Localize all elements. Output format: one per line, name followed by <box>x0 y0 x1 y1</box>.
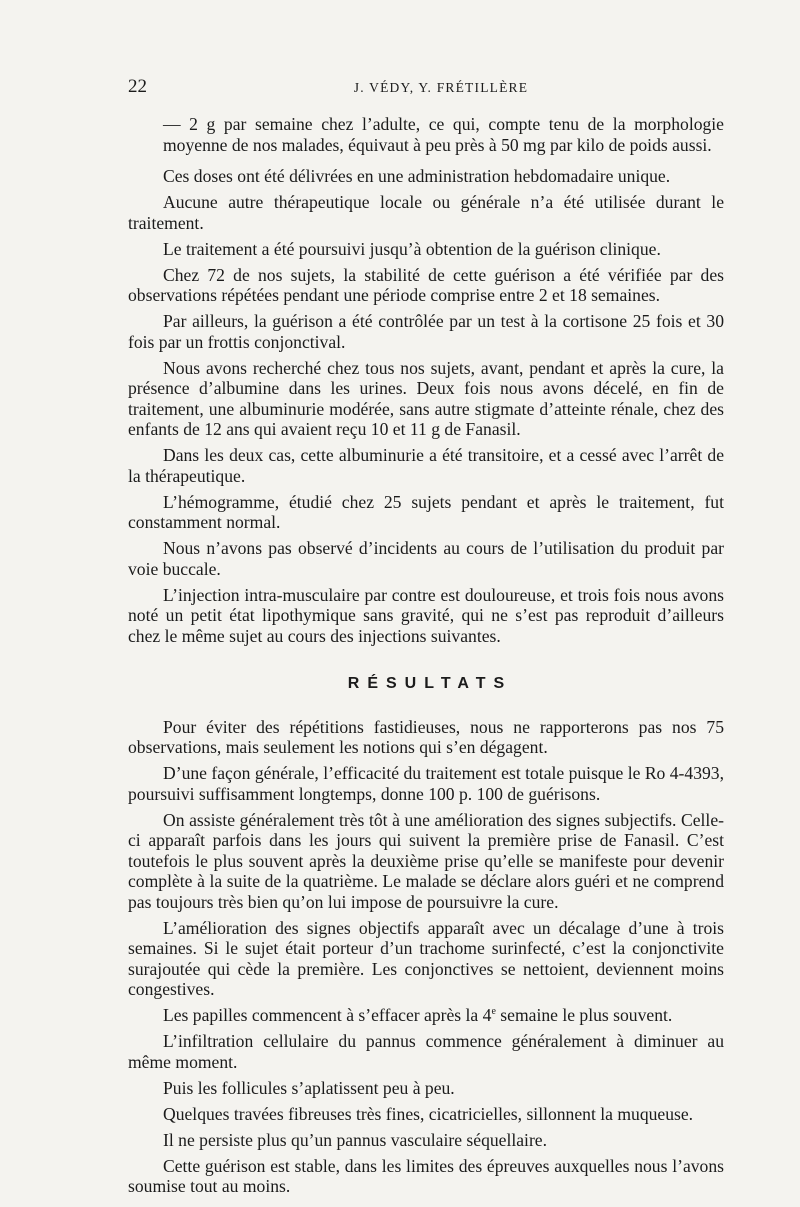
ordinal-superscript: e <box>491 1006 496 1018</box>
papilles-text: Les papilles commencent à s’effacer après la 4 <box>163 1005 492 1025</box>
paragraph: Le traitement a été poursuivi jusqu’à obtention de la guérison clinique. <box>163 238 661 259</box>
paragraph: Cette guérison est stable, dans les limites des épreuves auxquelles nous l’avons soumise tout au moins. <box>128 1155 724 1196</box>
paragraph: L’infiltration cellulaire du pannus commence généralement à diminuer au même moment. <box>128 1031 724 1072</box>
paragraph: Par ailleurs, la guérison a été contrôlée par un test à la cortisone 25 fois et 30 fois par un frottis conjonctival. <box>128 311 724 352</box>
paragraph: On assiste généralement très tôt à une amélioration des signes subjectifs. Celle-ci apparaît parfois dans les jours qui suivent la première prise de Fanasil. C’est toutefois le plus souvent après la deuxième prise qu’elle se manifeste pour devenir complète à la suite de la quatrième. Le malade se déclare alors guéri et ne comprend pas toujours très bien qu’on lui impose de poursuivre la cure. <box>128 809 724 912</box>
paragraph: L’amélioration des signes objectifs apparaît avec un décalage d’une à trois semaines. Si le sujet était porteur d’un trachome surinfecté, c’est la conjonctivite surajoutée qui cède la première. Les conjonctives se nettoient, deviennent moins congestives. <box>128 917 724 999</box>
paragraph: Nous avons recherché chez tous nos sujets, avant, pendant et après la cure, la présence d’albumine dans les urines. Deux fois nous avons décelé, en fin de traitement, une albuminurie modérée, sans autre stigmate d’atteinte rénale, chez des enfants de 12 ans qui avaient reçu 10 et 11 g de Fanasil. <box>128 357 724 439</box>
paragraph: Aucune autre thérapeutique locale ou générale n’a été utilisée durant le traitement. <box>128 192 724 233</box>
paragraph-dose: — 2 g par semaine chez l’adulte, ce qui, compte tenu de la morphologie moyenne de nos malades, équivaut à peu près à 50 mg par kilo de poids aussi. <box>163 114 724 155</box>
paragraph: Dans les deux cas, cette albuminurie a été transitoire, et a cessé avec l’arrêt de la thérapeutique. <box>128 445 724 486</box>
paragraph: Quelques travées fibreuses très fines, cicatricielles, sillonnent la muqueuse. <box>163 1103 694 1124</box>
section-title-resultats: RÉSULTATS <box>347 675 513 692</box>
page-header <box>128 76 724 100</box>
paragraph: Ces doses ont été délivrées en une administration hebdomadaire unique. <box>163 166 671 186</box>
paragraph: L’injection intra-musculaire par contre est douloureuse, et trois fois nous avons noté un petit état lipothymique sans gravité, qui ne s’est pas reproduit d’ailleurs chez le même sujet au cours des injections suivantes. <box>128 584 724 646</box>
paragraph: D’une façon générale, l’efficacité du traitement est totale puisque le Ro 4-4393, poursuivi suffisamment longtemps, donne 100 p. 100 de guérisons. <box>128 763 724 804</box>
paragraph-papilles <box>128 1005 724 1026</box>
paragraph: Nous n’avons pas observé d’incidents au cours de l’utilisation du produit par voie buccale. <box>128 538 724 579</box>
paragraph: Pour éviter des répétitions fastidieuses, nous ne rapporterons pas nos 75 observations, mais seulement les notions qui s’en dégagent. <box>128 716 724 757</box>
paragraph: Puis les follicules s’aplatissent peu à peu. <box>163 1077 455 1098</box>
body-text <box>128 114 724 1202</box>
papilles-text-end: semaine le plus souvent. <box>495 1005 673 1025</box>
results-section <box>128 717 724 1197</box>
paragraph: Il ne persiste plus qu’un pannus vasculaire séquellaire. <box>163 1129 548 1150</box>
running-head: J. VÉDY, Y. FRÉTILLÈRE <box>353 80 529 95</box>
page-number: 22 <box>128 76 147 97</box>
paragraph: L’hémogramme, étudié chez 25 sujets pendant et après le traitement, fut constamment normal. <box>128 491 724 532</box>
paragraph: Chez 72 de nos sujets, la stabilité de cette guérison a été vérifiée par des observations répétées pendant une période comprise entre 2 et 18 semaines. <box>128 264 724 305</box>
